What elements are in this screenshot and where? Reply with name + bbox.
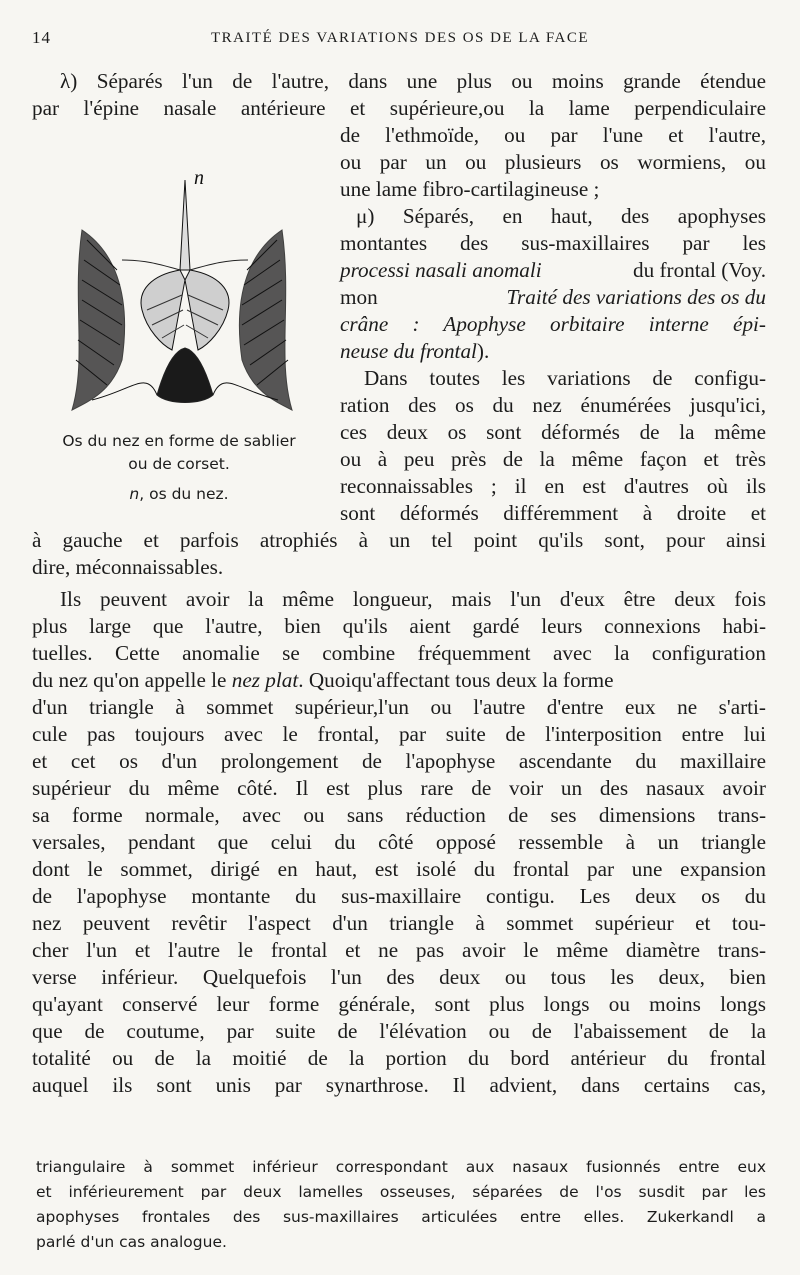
text-line: et cet os d'un prolongement de l'apophyse ascendante du maxillaire bbox=[32, 749, 766, 773]
text-line: de l'ethmoïde, ou par l'une et l'autre, bbox=[340, 123, 766, 147]
italic-phrase: processi nasali anomali bbox=[340, 258, 542, 282]
text-line bbox=[340, 284, 766, 311]
text-line: ou par un ou plusieurs os wormiens, ou bbox=[340, 150, 766, 174]
text-line: que de coutume, par suite de l'élévation ou de l'abaissement de la bbox=[32, 1019, 766, 1043]
figure-legend bbox=[34, 485, 324, 503]
footnote-line: parlé d'un cas analogue. bbox=[36, 1233, 227, 1251]
text-line: qu'ayant conservé leur forme générale, sont plus longs ou moins longs bbox=[32, 992, 766, 1016]
text-line: μ) Séparés, en haut, des apophyses bbox=[356, 204, 766, 228]
text-line bbox=[32, 667, 766, 694]
text-line: verse inférieur. Quelquefois l'un des deux ou tous les deux, bien bbox=[32, 965, 766, 989]
text-line: nez peuvent revêtir l'aspect d'un triangle à sommet supérieur et tou- bbox=[32, 911, 766, 935]
text-line: par l'épine nasale antérieure et supérieure,ou la lame perpendiculaire bbox=[32, 96, 766, 120]
text-line: reconnaissables ; il en est d'autres où ils bbox=[340, 474, 766, 498]
text-line: sont déformés différemment à droite et bbox=[340, 501, 766, 525]
text-line: ces deux os sont déformés de la même bbox=[340, 420, 766, 444]
text-line: totalité ou de la moitié de la portion du bord antérieur du frontal bbox=[32, 1046, 766, 1070]
text-line bbox=[340, 257, 766, 284]
figure-caption: ou de corset. bbox=[128, 455, 230, 473]
text-line: à gauche et parfois atrophiés à un tel point qu'ils sont, pour ainsi bbox=[32, 528, 766, 552]
footnote-line: apophyses frontales des sus-maxillaires articulées entre elles. Zukerkandl a bbox=[36, 1208, 766, 1226]
text-line: ration des os du nez énumérées jusqu'ici, bbox=[340, 393, 766, 417]
text-fragment: mon bbox=[340, 285, 378, 309]
text-line: supérieur du même côté. Il est plus rare de voir un des nasaux avoir bbox=[32, 776, 766, 800]
text-line: cule pas toujours avec le frontal, par suite de l'interposition entre lui bbox=[32, 722, 766, 746]
text-line: sa forme normale, avec ou sans réduction de ses dimensions trans- bbox=[32, 803, 766, 827]
text-line: tuelles. Cette anomalie se combine fréquemment avec la configuration bbox=[32, 641, 766, 665]
text-line: cher l'un et l'autre le frontal et ne pas avoir le même diamètre trans- bbox=[32, 938, 766, 962]
figure-legend-label: n bbox=[129, 485, 140, 503]
footnote-line: triangulaire à sommet inférieur correspondant aux nasaux fusionnés entre eux bbox=[36, 1158, 766, 1176]
footnote-line: et inférieurement par deux lamelles osseuses, séparées de l'os susdit par les bbox=[36, 1183, 766, 1201]
text-line: dont le sommet, dirigé en haut, est isolé du frontal par une expansion bbox=[32, 857, 766, 881]
running-header bbox=[32, 28, 768, 52]
text-line: ou à peu près de la même façon et très bbox=[340, 447, 766, 471]
text-line: montantes des sus-maxillaires par les bbox=[340, 231, 766, 255]
text-line: Ils peuvent avoir la même longueur, mais l'un d'eux être deux fois bbox=[60, 587, 766, 611]
running-title: TRAITÉ DES VARIATIONS DES OS DE LA FACE bbox=[210, 30, 590, 46]
text-line: de l'apophyse montante du sus-maxillaire contigu. Les deux os du bbox=[32, 884, 766, 908]
text-fragment: du nez qu'on appelle le nez plat. Quoiqu'affectant tous deux la forme bbox=[32, 668, 614, 692]
nasal-bones-figure bbox=[52, 160, 312, 430]
figure-caption: Os du nez en forme de sablier bbox=[62, 432, 296, 450]
italic-phrase: nez plat bbox=[231, 668, 299, 692]
text-line: plus large que l'autre, bien qu'ils aient gardé leurs connexions habi- bbox=[32, 614, 766, 638]
page-number: 14 bbox=[32, 28, 51, 47]
text-line: dire, méconnaissables. bbox=[32, 555, 224, 579]
text-line bbox=[340, 338, 489, 365]
text-line: λ) Séparés l'un de l'autre, dans une plus ou moins grande étendue bbox=[60, 69, 766, 93]
text-line: d'un triangle à sommet supérieur,l'un ou l'autre d'entre eux ne s'arti- bbox=[32, 695, 766, 719]
text-line: une lame fibro-cartilagineuse ; bbox=[340, 177, 600, 201]
text-fragment: ). bbox=[476, 339, 490, 363]
figure-legend-text: , os du nez. bbox=[139, 485, 229, 503]
italic-phrase: Traité des variations des os du bbox=[506, 285, 766, 309]
text-line: crâne : Apophyse orbitaire interne épi- bbox=[340, 312, 766, 336]
text-line: versales, pendant que celui du côté opposé ressemble à un triangle bbox=[32, 830, 766, 854]
text-line: Dans toutes les variations de configu- bbox=[364, 366, 766, 390]
text-fragment: du frontal (Voy. bbox=[633, 258, 766, 282]
text-line: auquel ils sont unis par synarthrose. Il advient, dans certains cas, bbox=[32, 1073, 766, 1097]
figure-label: n bbox=[194, 167, 204, 189]
italic-phrase: neuse du frontal bbox=[340, 339, 477, 363]
